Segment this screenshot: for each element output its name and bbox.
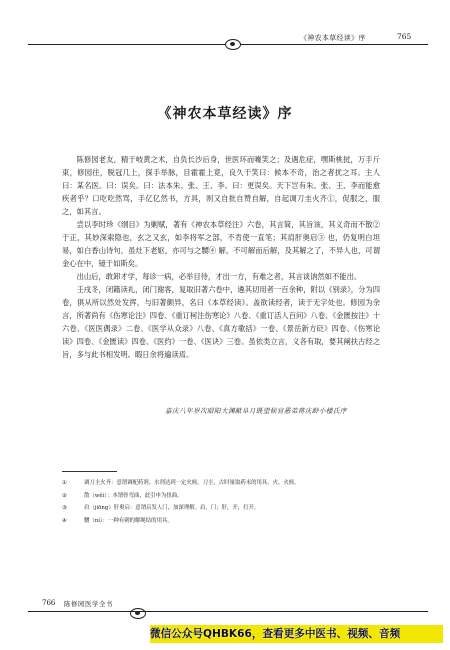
- footer-rule: [28, 611, 428, 612]
- footnote-text: 嬲（ní）：一种有刺的解绳结的用具。: [84, 517, 173, 524]
- footnote-mark: ①: [62, 480, 67, 486]
- footnote: [62, 490, 382, 503]
- ornament-icon: [130, 608, 146, 619]
- footnote: [62, 502, 382, 515]
- preface-body: [62, 153, 380, 361]
- header-page-number: 765: [397, 32, 412, 41]
- paragraph: 出山后，敢卸才学，每诊一病，必举目待，才出一方，有难之者，其言谈讷然如不能出。: [76, 272, 362, 281]
- preface-signature: 嘉庆八年岁次昭阳大渊献阜月既望候官愚弟蒋庆龄小楼氏序: [165, 407, 347, 415]
- footer-book-title: 陈修园医学全书: [64, 600, 113, 608]
- footnote-rule: [62, 471, 117, 472]
- footnote: [62, 477, 382, 490]
- paragraph: 壬戌冬，闭籍读礼，闭门谢客，复取旧著六卷中，遴其切用者一百余种，附以《别录》，分为四卷，俱从所以然处发挥，与旧著颇异，名曰《本草经读》。盖欲读经者，读于无字处也。修园为余言，所著尚有《伤寒论注》四卷、《重订柯注伤寒论》八卷、《重订活人百问》八卷、《金匮按注》十六卷、《医医偶录》二卷、《医学从众录》八卷、《真方歌括》一卷、《景岳新方砭》四卷、《伤寒论读》四卷、《金匮读》四卷、《医约》一卷、《医诀》三卷。虽依类立言，义各有取，要其阐扶古经之旨，多与此书相发明。暇日余将遍读焉。: [62, 285, 380, 359]
- page-title: 《神农本草经读》序: [157, 106, 293, 122]
- watermark-banner: 微信公众号QHBK66，查看更多中医书、视频、音频: [150, 625, 443, 643]
- footnote: [62, 515, 382, 528]
- footnote-mark: ②: [62, 492, 67, 499]
- footnote-text: 散（wěi）：本谓骨弯曲，此引申为扭曲。: [84, 492, 183, 499]
- footnote-text: 肩（jiōng）肝奥启：意谓启发人门，加深理解。肩，门；肝，开，打开。: [84, 505, 260, 512]
- running-title: 《神农本草经读》序: [300, 34, 366, 42]
- footnote-text: 调刀圭火齐：意谓调配药剂。水剂达到一定火候。刀圭，古时量取药末的用具。火，火候。: [84, 480, 300, 486]
- ornament-icon: [225, 39, 241, 50]
- footnote-mark: ③: [62, 505, 67, 512]
- footnote-mark: ④: [62, 517, 67, 524]
- footnotes: [62, 477, 382, 527]
- footer-page-number: 766: [42, 599, 56, 607]
- paragraph: 陈修园老友，精于岐黄之术，自负长沙后身，世医环而噱笑之；及遇危症，嘿斯桃挝，万手斤束，修园往，脱冠几上，探手举脉，目霍霍上竟，良久干笑曰：候本不奇，治之者扰之耳。主人曰：某名医。曰：误矣。曰：法本朱、张、王、李。曰：更误矣。天下岂有朱、张、王、李而能愈疾者乎？口吃吃然骂，手亿亿然书，方具，则又自批自赞自解，自起调刀圭火齐①，促服之，服之，如其言。: [62, 155, 380, 216]
- paragraph: 尝以李时珍《纲目》为剿赋，著有《神农本草经注》六卷，其言简，其旨该，其义奇而不散② 于正，其妙深索隐也，玄之又玄，如李将军之部，不肯使一直笔；其肩肝奥启③ 也，仍复明白坦易，如白香山诗句，虽灶下老妪，亦可与之嬲④ 解，不可解而后解，及其解之了，不异人也，可谓金心在中，镜于如斯矣。: [62, 220, 380, 268]
